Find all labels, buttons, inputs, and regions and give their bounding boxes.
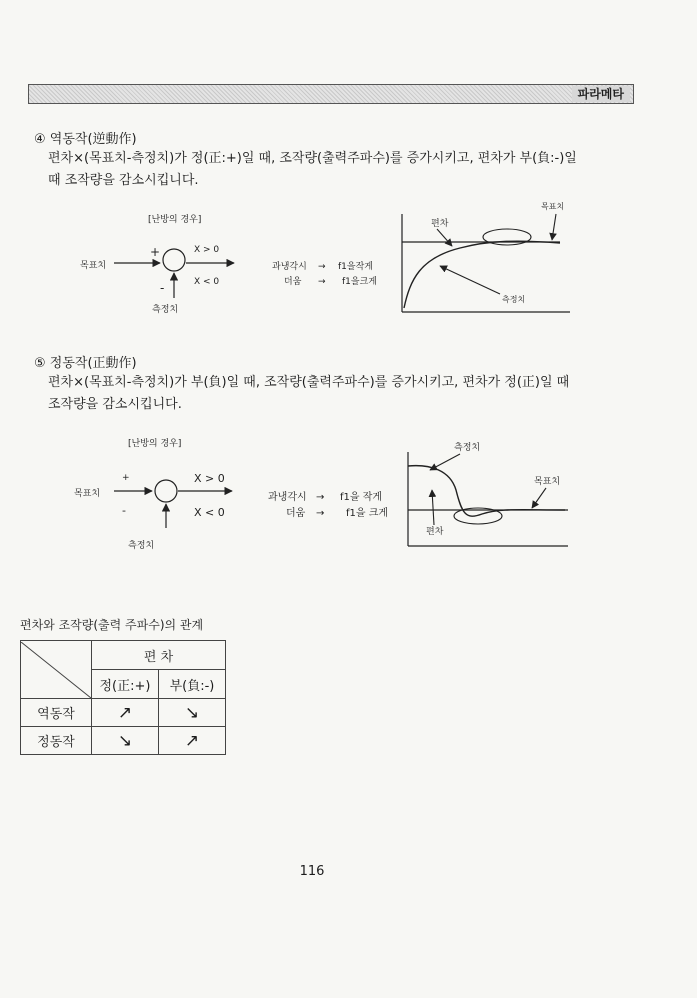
section5-line1: 편차×(목표치-측정치)가 부(負)일 때, 조작량(출력주파수)를 증가시키고, 편차가 정(正)일 때 [48,375,570,390]
s5-row1-value: f1을 작게 [340,492,383,503]
section5-line2: 조작량을 감소시킵니다. [48,397,182,412]
section4-heading: ④ 역동작(逆動作) [34,132,137,147]
s4-graph-target-label: 목표치 [541,202,565,211]
s4-xlt: X < 0 [194,277,220,287]
s5-caption: [난방의 경우] [128,439,182,449]
relation-cell-increase-arrow: ↗ [159,727,226,755]
s4-summing-junction [163,249,185,271]
s5-row1-label: 과냉각시 [268,492,307,503]
s5-row2-label: 더움 [286,508,306,519]
s5-measured-label: 측정치 [128,541,155,551]
s4-plus: + [150,245,161,259]
s5-row2-arrow: → [316,508,325,519]
relation-table [20,640,226,755]
relation-corner-diagonal [21,642,91,698]
s4-row2-arrow: → [318,277,326,287]
section-header-label: 파라메타 [572,86,630,102]
s4-row1-arrow: → [318,262,326,272]
relation-row-label: 역동작 [21,699,92,727]
relation-corner-cell [21,641,92,699]
relation-group-header: 편 차 [92,641,226,670]
s5-row1-arrow: → [316,492,325,503]
s5-xlt: X < 0 [194,506,225,519]
s5-target-label: 목표치 [74,489,101,499]
relation-col-positive: 정(正:+) [92,670,159,699]
relation-title: 편차와 조작량(출력 주파수)의 관계 [20,618,204,632]
s5-minus: - [122,504,126,517]
s4-graph-deviation-ellipse [483,229,531,245]
s4-row1-label: 과냉각시 [272,262,307,272]
s4-graph-deviation-label: 편차 [431,219,449,229]
s4-xgt: X > 0 [194,245,220,255]
section4-paragraph [48,148,628,192]
relation-row-label: 정동작 [21,727,92,755]
s5-summing-junction [155,480,177,502]
section4-line2: 때 조작량을 감소시킵니다. [48,173,199,188]
s4-graph-measured-pointer [440,266,500,294]
s5-xgt: X > 0 [194,472,225,485]
s4-graph-target-pointer [552,214,556,240]
s4-target-label: 목표치 [80,261,107,271]
s4-row2-value: f1을크게 [342,277,377,287]
relation-cell-decrease-arrow: ↘ [159,699,226,727]
relation-col-negative: 부(負:-) [159,670,226,699]
section5-paragraph [48,372,628,416]
s5-graph-deviation-label: 편차 [426,527,444,537]
s4-measured-label: 측정치 [152,305,179,315]
relation-cell-decrease-arrow: ↘ [92,727,159,755]
section5-figure [0,430,697,630]
s5-row2-value: f1을 크게 [346,508,389,519]
s4-graph-measured-label: 측정치 [502,295,526,304]
section4-line1: 편차×(목표치-측정치)가 정(正:+)일 때, 조작량(출력주파수)를 증가시키고, 편차가 부(負:-)일 [48,151,577,166]
s4-row2-label: 더움 [284,277,302,287]
s5-graph-target-label: 목표치 [534,477,561,487]
s4-row1-value: f1을작게 [338,262,373,272]
section5-heading: ⑤ 정동작(正動作) [34,356,137,371]
s5-graph-measured-label: 측정치 [454,443,481,453]
s4-graph-deviation-pointer [437,229,452,246]
s5-plus: + [122,473,130,483]
relation-cell-increase-arrow: ↗ [92,699,159,727]
s5-graph-measured-pointer [430,454,460,470]
s4-minus: - [160,281,165,295]
s5-graph-target-pointer [532,488,546,508]
s5-graph-deviation-pointer [432,490,434,525]
page-number: 116 [299,864,325,879]
section4-figure [0,200,697,320]
section-header-bar [28,84,634,104]
s4-caption: [난방의 경우] [148,215,202,225]
s4-graph-response-curve [404,241,560,308]
